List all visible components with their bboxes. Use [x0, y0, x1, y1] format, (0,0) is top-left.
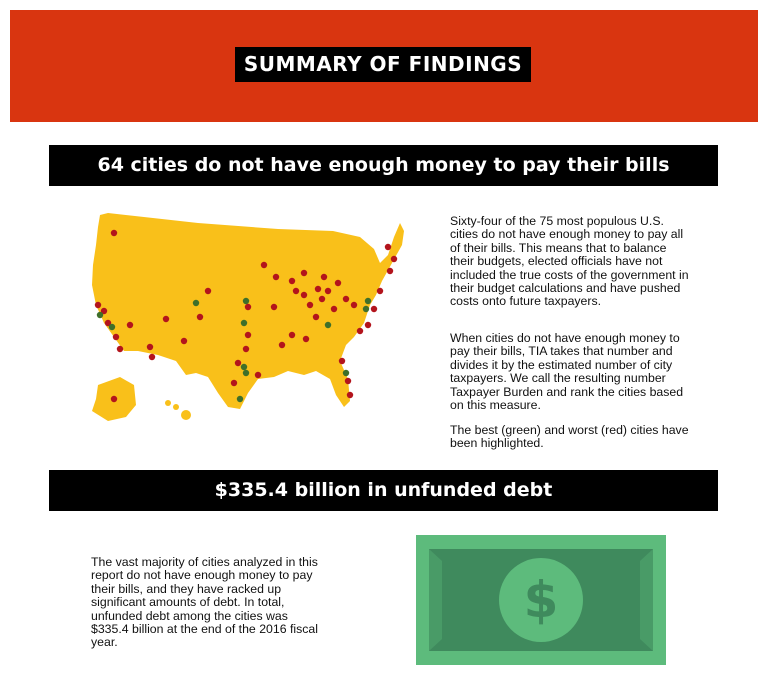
- paragraph-debt: The vast majority of cities analyzed in this report do not have enough money to pay their bills, and they have racked up significant amounts of debt. In total, unfunded debt among the cities was $335.4 billion at the end of the 2016 fiscal year.: [91, 555, 318, 650]
- paragraph-intro: Sixty-four of the 75 most populous U.S. cities do not have enough money to pay all of their bills. This means that to balance their budgets, elected officials have not included the true costs of the government in their budget calculations and have pushed costs onto future taxpayers.: [450, 214, 689, 309]
- hawaii-island: [165, 400, 171, 406]
- us-mainland-shape: [92, 213, 404, 409]
- bill-notch-left: [429, 549, 442, 651]
- section-heading-debt: $335.4 billion in unfunded debt: [49, 470, 718, 511]
- paragraph-taxpayer-burden: When cities do not have enough money to pay their bills, TIA takes that number and divides it by the estimated number of city taxpayers. We call the resulting number Taxpayer Burden and rank the cities based on this measure.: [450, 331, 684, 413]
- page-title: SUMMARY OF FINDINGS: [235, 47, 531, 82]
- us-map-icon: [78, 205, 418, 430]
- hawaii-island: [173, 404, 179, 410]
- hawaii-island: [181, 410, 191, 420]
- bill-notch-right: [640, 549, 653, 651]
- dollar-bill-icon: [416, 535, 666, 665]
- dollar-sign: $: [523, 571, 559, 629]
- section-heading-cities: 64 cities do not have enough money to pay their bills: [49, 145, 718, 186]
- paragraph-legend: The best (green) and worst (red) cities have been highlighted.: [450, 423, 689, 451]
